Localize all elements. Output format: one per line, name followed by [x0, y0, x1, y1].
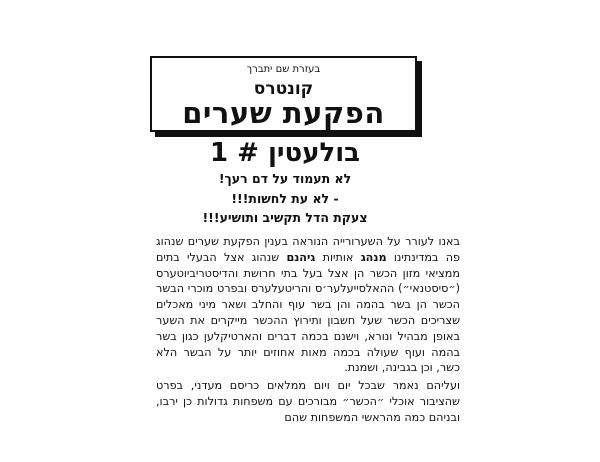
bulletin-heading: בולעטין # 1	[209, 138, 361, 168]
paragraph-2: ועליהם נאמר שבכל יום ויום ממלאים כריסם מעדני, בפרט שהציבור אוכלי ״הכשר״ מבורכים עם משפחות גדולות כן ירבו, ובניהם כמה מהראשי המשפחות שהם	[156, 379, 460, 424]
header-box	[150, 56, 417, 132]
kuntres-label: קונטרס	[253, 79, 314, 99]
headline-2: - לא עת לחשות!!!	[231, 191, 339, 206]
dedication-text: בעזרת שם יתברך	[246, 64, 321, 75]
paragraph-1-text-a: באנו לעורר על השערורייה הנוראה בענין הפקעת שערים שנהוג פה במדינתינו	[156, 235, 460, 264]
paragraph-1-bold-a: מנהג	[360, 250, 387, 264]
headline-3: צעקת הדל תקשיב ותושיע!!!	[202, 210, 368, 225]
paragraph-1-bold-b: גיהנם	[286, 250, 316, 264]
paragraph-1-text-c: שנהוג אצל הבעלי בתים ממציאי מזון הכשר הן אצל בעל בתי חרושת והדיסטריביוטערס (״סיסטנאי״) ההאלסייעלער׳ס והריטעלערס ובפרט מוכרי הבשר הכשר הן בשר בהמה והן בשר עוף והחלב ושאר מיני מאכלים שצריכים הכשר שעל חשבון ותירוץ ההכשר מייקרים את השער באופן מבהיל ונורא, וישנם בכמה דברים והארטיקלען כגון בשר בהמה ועוף שעולה בכמה מאות אחוזים יותר על הבשר הלא כשר, וכן בגבינה, ושמנת.	[156, 250, 460, 375]
paragraph-1-text-b: אותיות	[315, 250, 361, 264]
headline-1: לא תעמוד על דם רעך!	[218, 171, 352, 186]
paragraph-1	[156, 234, 460, 376]
document-title: הפקעת שערים	[182, 96, 385, 130]
